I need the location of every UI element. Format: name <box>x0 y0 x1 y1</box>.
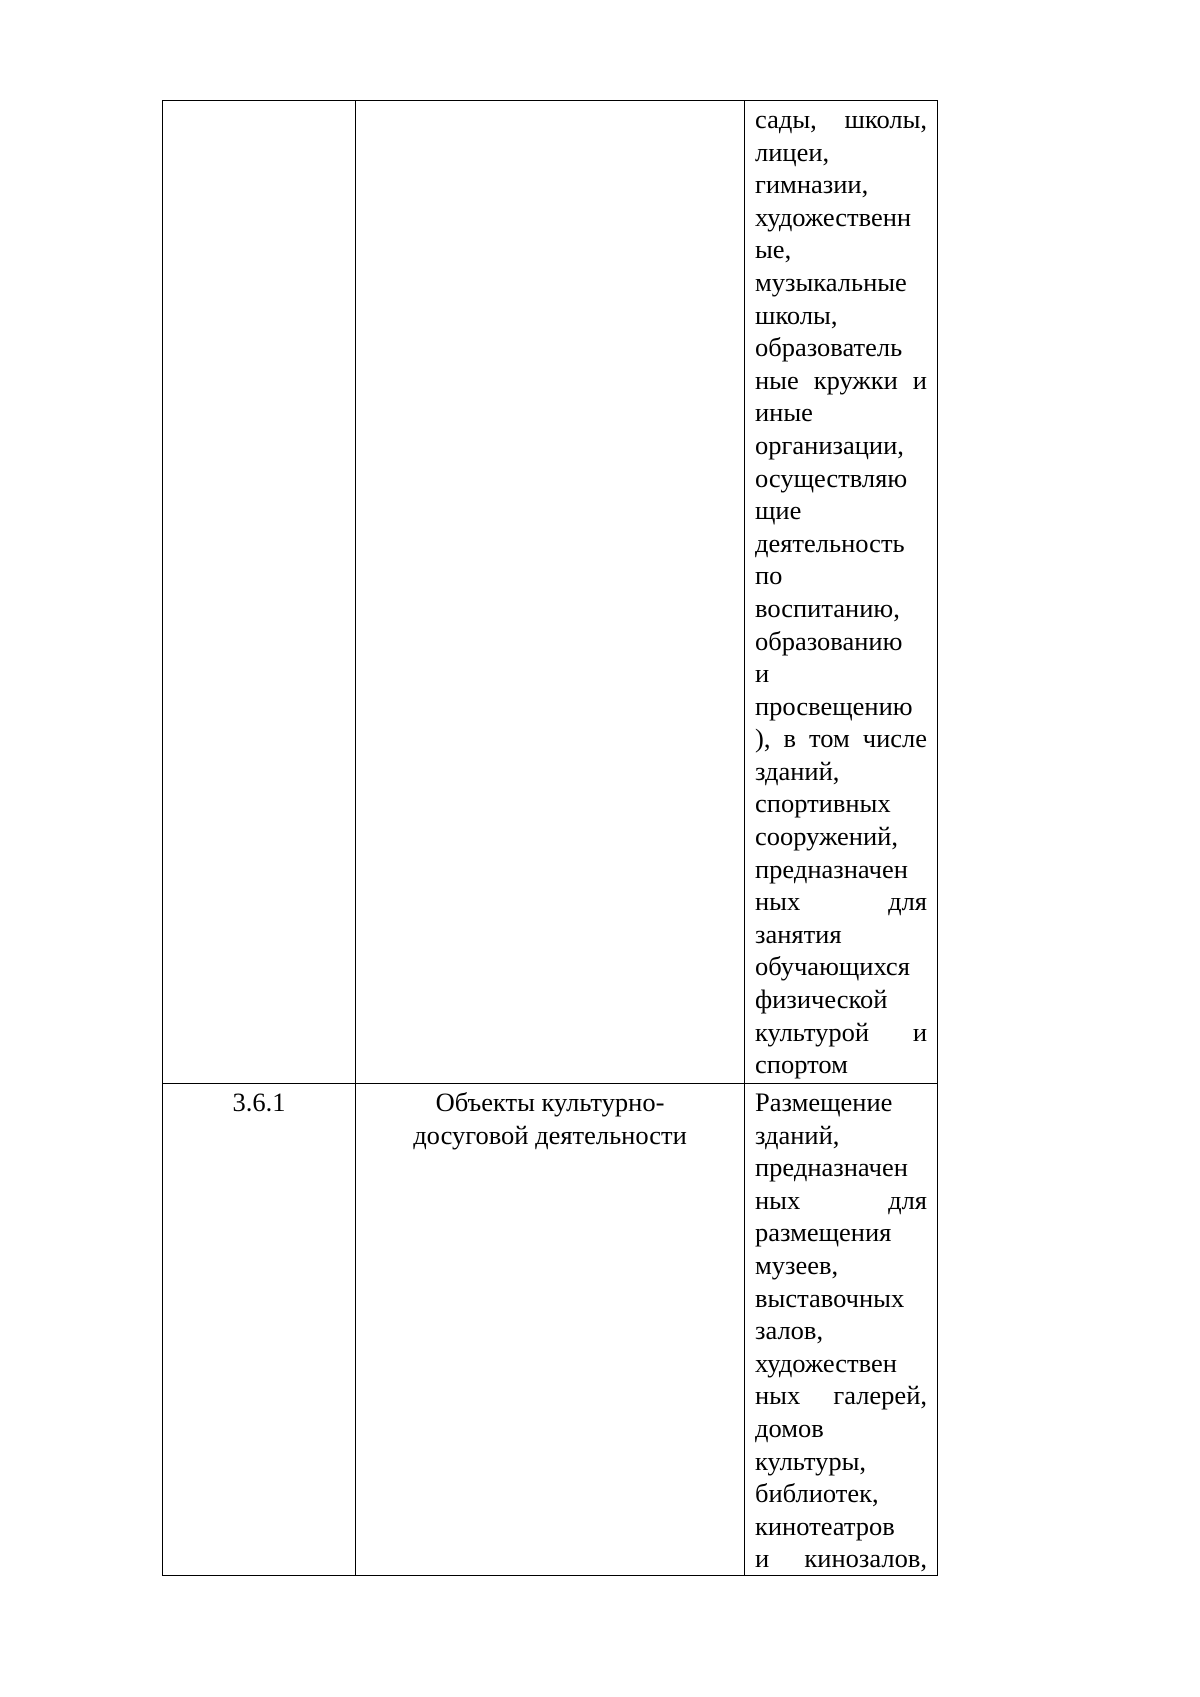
description-line: воспитанию, <box>755 592 900 623</box>
description-line: щие <box>755 495 802 526</box>
description-line: музеев, <box>755 1249 839 1280</box>
document-table <box>162 100 938 1576</box>
description-line: Размещение <box>755 1087 893 1117</box>
code-cell <box>163 101 356 1084</box>
description-line: ных для <box>755 1184 927 1215</box>
description-line: ые, <box>755 234 792 265</box>
description-line: домов <box>755 1412 824 1443</box>
description-line: кинотеатров <box>755 1510 895 1541</box>
description-line: обучающихся <box>755 951 910 982</box>
name-cell <box>356 101 745 1084</box>
description-line: ных галерей, <box>755 1380 927 1411</box>
description-line: деятельность <box>755 527 905 558</box>
description-line: библиотек, <box>755 1478 879 1509</box>
description-line: ные кружки и <box>755 364 927 395</box>
description-line: художествен <box>755 1347 897 1378</box>
description-line: лицеи, <box>755 136 830 167</box>
description-line: предназначен <box>755 853 908 884</box>
description-line: и <box>755 658 770 689</box>
name-line: досуговой деятельности <box>413 1119 687 1150</box>
description-line: размещения <box>755 1217 892 1248</box>
table-row <box>163 1084 938 1576</box>
description-cell <box>745 101 938 1084</box>
description-line: предназначен <box>755 1152 908 1183</box>
description-line: спортивных <box>755 788 891 819</box>
name-cell <box>356 1084 745 1576</box>
name-line: Объекты культурно- <box>435 1087 665 1117</box>
description-line: школы, <box>755 299 838 330</box>
description-line: музыкальные <box>755 266 907 297</box>
description-line: сооружений, <box>755 821 898 852</box>
description-line: художественн <box>755 201 912 232</box>
description-line: физической <box>755 984 888 1015</box>
description-line: залов, <box>755 1315 824 1346</box>
description-line: по <box>755 560 783 591</box>
table-row <box>163 101 938 1084</box>
description-line: иные <box>755 397 813 428</box>
description-line: зданий, <box>755 755 840 786</box>
description-line: организации, <box>755 429 904 460</box>
description-line: спортом <box>755 1049 848 1080</box>
description-line: образованию <box>755 625 903 656</box>
description-cell <box>745 1084 938 1576</box>
description-line: занятия <box>755 918 842 949</box>
description-line: зданий, <box>755 1119 840 1150</box>
description-line: просвещению <box>755 690 913 721</box>
description-line: осуществляю <box>755 462 908 493</box>
code-cell: 3.6.1 <box>163 1084 356 1576</box>
description-line: и кинозалов, <box>755 1543 927 1574</box>
description-line: образователь <box>755 332 903 363</box>
description-line: ), в том числе <box>755 723 927 754</box>
description-line: сады, школы, <box>755 104 927 134</box>
description-line: культуры, <box>755 1445 867 1476</box>
description-line: ных для <box>755 886 927 917</box>
description-line: гимназии, <box>755 169 869 200</box>
description-line: выставочных <box>755 1282 905 1313</box>
description-line: культурой и <box>755 1016 927 1047</box>
